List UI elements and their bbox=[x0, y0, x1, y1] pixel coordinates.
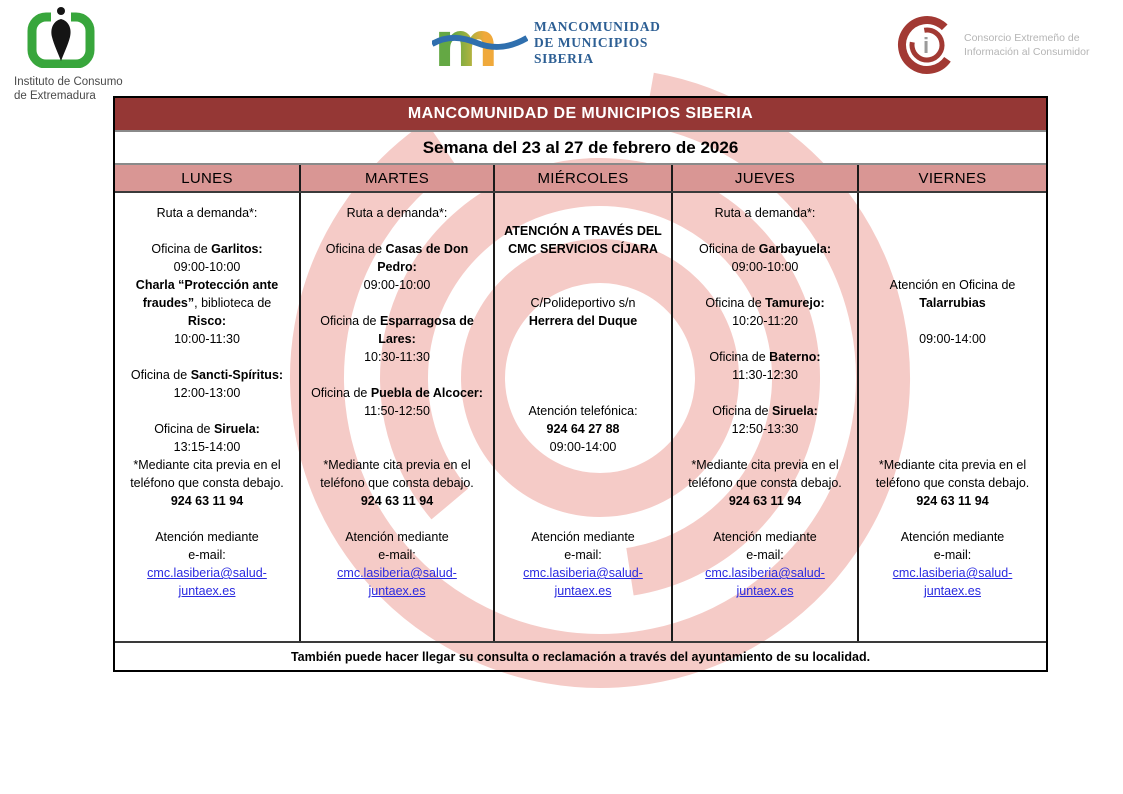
schedule-line bbox=[673, 420, 857, 438]
blank-line bbox=[495, 258, 671, 276]
blank-line bbox=[495, 456, 671, 474]
schedule-line bbox=[115, 276, 299, 294]
text-segment: ATENCIÓN A TRAVÉS DEL bbox=[504, 224, 662, 238]
schedule-line bbox=[673, 492, 857, 510]
text-segment: Ruta a demanda*: bbox=[714, 206, 816, 220]
blank-line bbox=[301, 222, 493, 240]
text-segment: Lares: bbox=[378, 332, 416, 346]
text-segment: Siruela: bbox=[213, 422, 260, 436]
text-segment: 09:00-14:00 bbox=[919, 332, 986, 346]
blank-line bbox=[673, 222, 857, 240]
table-title-bar: MANCOMUNIDAD DE MUNICIPIOS SIBERIA bbox=[115, 98, 1046, 132]
schedule-line bbox=[673, 348, 857, 366]
blank-line bbox=[115, 222, 299, 240]
blank-line bbox=[859, 510, 1046, 528]
text-segment: Herrera del Duque bbox=[528, 314, 638, 328]
instituto-consumo-logo bbox=[14, 6, 154, 103]
text-segment: CMC SERVICIOS CÍJARA bbox=[508, 242, 658, 256]
text-segment: Garlitos: bbox=[211, 242, 263, 256]
email-link[interactable]: cmc.lasiberia@salud- bbox=[147, 566, 267, 580]
blank-line bbox=[859, 240, 1046, 258]
text-segment: 10:30-11:30 bbox=[364, 350, 430, 364]
blank-line bbox=[673, 330, 857, 348]
schedule-line bbox=[495, 420, 671, 438]
text-segment: e-mail: bbox=[188, 548, 226, 562]
blank-line bbox=[495, 510, 671, 528]
schedule-column-martes bbox=[301, 193, 495, 641]
blank-line bbox=[495, 492, 671, 510]
text-segment: Oficina de bbox=[698, 242, 759, 256]
text-segment: Oficina de bbox=[325, 242, 386, 256]
schedule-line bbox=[495, 546, 671, 564]
schedule-column-viernes bbox=[859, 193, 1046, 641]
text-segment: 12:00-13:00 bbox=[173, 386, 241, 400]
schedule-content-row bbox=[115, 193, 1046, 641]
schedule-line bbox=[673, 240, 857, 258]
schedule-line bbox=[301, 258, 493, 276]
center-logo-text-line2: DE MUNICIPIOS bbox=[534, 35, 648, 50]
schedule-line bbox=[859, 294, 1046, 312]
email-link[interactable]: juntaex.es bbox=[924, 584, 981, 598]
blank-line bbox=[495, 366, 671, 384]
schedule-line bbox=[673, 294, 857, 312]
svg-text:i: i bbox=[923, 33, 930, 58]
schedule-line bbox=[673, 474, 857, 492]
text-segment: Pedro: bbox=[377, 260, 417, 274]
email-link[interactable]: juntaex.es bbox=[178, 584, 236, 598]
schedule-line bbox=[115, 492, 299, 510]
schedule-line bbox=[301, 546, 493, 564]
text-segment: Ruta a demanda*: bbox=[156, 206, 258, 220]
text-segment: 10:20-11:20 bbox=[732, 314, 798, 328]
text-segment: fraudes” bbox=[142, 296, 195, 310]
schedule-line bbox=[115, 420, 299, 438]
schedule-line bbox=[301, 348, 493, 366]
text-segment: Risco: bbox=[187, 314, 227, 328]
blank-line bbox=[859, 312, 1046, 330]
schedule-line bbox=[301, 492, 493, 510]
consorcio-icon bbox=[896, 12, 962, 78]
schedule-line bbox=[859, 582, 1046, 600]
table-footer-note: También puede hacer llegar su consulta o reclamación a través del ayuntamiento de su localidad. bbox=[115, 641, 1046, 670]
blank-line bbox=[301, 420, 493, 438]
schedule-line bbox=[495, 402, 671, 420]
schedule-line bbox=[673, 258, 857, 276]
schedule-line bbox=[673, 402, 857, 420]
schedule-line bbox=[495, 222, 671, 240]
schedule-line bbox=[859, 546, 1046, 564]
mancomunidad-m-icon bbox=[432, 14, 528, 72]
week-subtitle: Semana del 23 al 27 de febrero de 2026 bbox=[115, 132, 1046, 165]
schedule-line bbox=[115, 330, 299, 348]
text-segment: Atención mediante bbox=[713, 530, 817, 544]
schedule-line bbox=[301, 474, 493, 492]
schedule-line bbox=[859, 492, 1046, 510]
schedule-line bbox=[859, 330, 1046, 348]
right-logo-text-line2: Información al Consumidor bbox=[964, 46, 1090, 58]
center-logo-text-line1: MANCOMUNIDAD bbox=[534, 19, 661, 34]
email-link[interactable]: cmc.lasiberia@salud- bbox=[705, 566, 825, 580]
center-logo-text-line3: SIBERIA bbox=[534, 51, 594, 66]
schedule-line bbox=[859, 564, 1046, 582]
schedule-line bbox=[495, 564, 671, 582]
blank-line bbox=[495, 348, 671, 366]
text-segment: Atención mediante bbox=[900, 530, 1005, 544]
text-segment: Garbayuela: bbox=[758, 242, 832, 256]
schedule-column-miercoles bbox=[495, 193, 673, 641]
schedule-line bbox=[673, 582, 857, 600]
text-segment: Baterno: bbox=[769, 350, 821, 364]
text-segment: teléfono que consta debajo. bbox=[320, 476, 474, 490]
blank-line bbox=[495, 384, 671, 402]
blank-line bbox=[301, 366, 493, 384]
schedule-line bbox=[301, 384, 493, 402]
blank-line bbox=[673, 438, 857, 456]
email-link[interactable]: cmc.lasiberia@salud- bbox=[523, 566, 643, 580]
blank-line bbox=[859, 204, 1046, 222]
text-segment: Atención telefónica: bbox=[528, 404, 638, 418]
text-segment: 11:50-12:50 bbox=[364, 404, 430, 418]
text-segment: Oficina de bbox=[320, 314, 380, 328]
text-segment: Oficina de bbox=[709, 350, 770, 364]
email-link[interactable]: juntaex.es bbox=[736, 584, 794, 598]
day-header-miercoles: MIÉRCOLES bbox=[495, 165, 673, 191]
schedule-line bbox=[673, 564, 857, 582]
text-segment: Atención mediante bbox=[155, 530, 259, 544]
text-segment: 12:50-13:30 bbox=[731, 422, 799, 436]
schedule-line bbox=[859, 456, 1046, 474]
text-segment: 924 63 11 94 bbox=[170, 494, 244, 508]
schedule-line bbox=[301, 276, 493, 294]
blank-line bbox=[859, 366, 1046, 384]
blank-line bbox=[115, 402, 299, 420]
schedule-line bbox=[115, 384, 299, 402]
consorcio-logo bbox=[896, 12, 1089, 78]
email-link[interactable]: cmc.lasiberia@salud- bbox=[337, 566, 457, 580]
schedule-line bbox=[115, 258, 299, 276]
blank-line bbox=[115, 348, 299, 366]
schedule-line bbox=[495, 294, 671, 312]
text-segment: 11:30-12:30 bbox=[732, 368, 798, 382]
text-segment: C/Polideportivo s/n bbox=[530, 296, 636, 310]
blank-line bbox=[859, 348, 1046, 366]
instituto-consumo-icon bbox=[24, 6, 98, 68]
schedule-line bbox=[115, 294, 299, 312]
text-segment: Oficina de bbox=[712, 404, 772, 418]
schedule-line bbox=[859, 276, 1046, 294]
schedule-line bbox=[301, 582, 493, 600]
text-segment: Tamurejo: bbox=[765, 296, 825, 310]
text-segment: Oficina de bbox=[154, 422, 214, 436]
text-segment: 09:00-14:00 bbox=[549, 440, 617, 454]
schedule-line bbox=[673, 546, 857, 564]
schedule-line bbox=[495, 582, 671, 600]
blank-line bbox=[495, 474, 671, 492]
schedule-line bbox=[859, 528, 1046, 546]
text-segment: Siruela: bbox=[771, 404, 818, 418]
schedule-line bbox=[673, 456, 857, 474]
blank-line bbox=[859, 402, 1046, 420]
schedule-column-jueves bbox=[673, 193, 859, 641]
text-segment: *Mediante cita previa en el bbox=[691, 458, 839, 472]
text-segment: 924 64 27 88 bbox=[546, 422, 620, 436]
schedule-table bbox=[113, 96, 1048, 672]
schedule-line bbox=[115, 582, 299, 600]
text-segment: Atención en Oficina de bbox=[889, 278, 1016, 292]
right-logo-text-line1: Consorcio Extremeño de bbox=[964, 32, 1080, 44]
text-segment: Talarrubias bbox=[919, 296, 986, 310]
text-segment: 13:15-14:00 bbox=[173, 440, 241, 454]
text-segment: *Mediante cita previa en el bbox=[133, 458, 281, 472]
text-segment: Sancti-Spíritus: bbox=[190, 368, 284, 382]
text-segment: 924 63 11 94 bbox=[916, 494, 989, 508]
email-link[interactable]: juntaex.es bbox=[368, 584, 426, 598]
blank-line bbox=[673, 510, 857, 528]
text-segment: , biblioteca de bbox=[194, 296, 272, 310]
schedule-line bbox=[673, 528, 857, 546]
blank-line bbox=[859, 384, 1046, 402]
schedule-line bbox=[301, 564, 493, 582]
schedule-line bbox=[115, 564, 299, 582]
text-segment: Atención mediante bbox=[531, 530, 635, 544]
schedule-line bbox=[115, 546, 299, 564]
text-segment: e-mail: bbox=[933, 548, 972, 562]
left-logo-text-line1: Instituto de Consumo bbox=[14, 76, 123, 88]
schedule-line bbox=[673, 366, 857, 384]
left-logo-text-line2: de Extremadura bbox=[14, 90, 96, 102]
schedule-line bbox=[301, 402, 493, 420]
blank-line bbox=[495, 204, 671, 222]
day-header-row bbox=[115, 165, 1046, 193]
blank-line bbox=[301, 510, 493, 528]
blank-line bbox=[495, 330, 671, 348]
schedule-line bbox=[115, 456, 299, 474]
text-segment: 10:00-11:30 bbox=[174, 332, 240, 346]
blank-line bbox=[859, 420, 1046, 438]
svg-text:m: m bbox=[434, 14, 499, 72]
blank-line bbox=[301, 294, 493, 312]
blank-line bbox=[859, 258, 1046, 276]
schedule-line bbox=[673, 204, 857, 222]
schedule-line bbox=[301, 204, 493, 222]
text-segment: 09:00-10:00 bbox=[363, 278, 431, 292]
mancomunidad-logo bbox=[432, 14, 660, 72]
text-segment: Esparragosa de bbox=[379, 314, 474, 328]
schedule-line bbox=[115, 204, 299, 222]
schedule-line bbox=[301, 312, 493, 330]
blank-line bbox=[301, 438, 493, 456]
text-segment: Oficina de bbox=[311, 386, 371, 400]
schedule-line bbox=[859, 474, 1046, 492]
schedule-line bbox=[115, 528, 299, 546]
schedule-line bbox=[115, 438, 299, 456]
schedule-line bbox=[301, 528, 493, 546]
text-segment: teléfono que consta debajo. bbox=[688, 476, 842, 490]
text-segment: teléfono que consta debajo. bbox=[130, 476, 284, 490]
schedule-line bbox=[301, 330, 493, 348]
text-segment: *Mediante cita previa en el bbox=[323, 458, 471, 472]
text-segment: Oficina de bbox=[130, 368, 191, 382]
text-segment: Atención mediante bbox=[345, 530, 449, 544]
text-segment: Puebla de Alcocer: bbox=[370, 386, 483, 400]
day-header-jueves: JUEVES bbox=[673, 165, 859, 191]
blank-line bbox=[859, 438, 1046, 456]
email-link[interactable]: cmc.lasiberia@salud- bbox=[892, 566, 1013, 580]
schedule-line bbox=[673, 312, 857, 330]
text-segment: 09:00-10:00 bbox=[731, 260, 799, 274]
schedule-line bbox=[495, 528, 671, 546]
text-segment: e-mail: bbox=[564, 548, 602, 562]
text-segment: 924 63 11 94 bbox=[360, 494, 434, 508]
text-segment: Ruta a demanda*: bbox=[346, 206, 448, 220]
schedule-line bbox=[301, 240, 493, 258]
schedule-line bbox=[301, 456, 493, 474]
schedule-line bbox=[495, 240, 671, 258]
schedule-line bbox=[115, 240, 299, 258]
blank-line bbox=[115, 510, 299, 528]
blank-line bbox=[673, 384, 857, 402]
schedule-line bbox=[495, 438, 671, 456]
text-segment: 09:00-10:00 bbox=[173, 260, 241, 274]
blank-line bbox=[859, 222, 1046, 240]
day-header-martes: MARTES bbox=[301, 165, 495, 191]
text-segment: e-mail: bbox=[746, 548, 784, 562]
text-segment: teléfono que consta debajo. bbox=[875, 476, 1030, 490]
text-segment: Oficina de bbox=[151, 242, 212, 256]
text-segment: e-mail: bbox=[378, 548, 416, 562]
schedule-line bbox=[115, 312, 299, 330]
text-segment: Casas de Don bbox=[385, 242, 469, 256]
text-segment: Charla “Protección ante bbox=[135, 278, 279, 292]
text-segment: *Mediante cita previa en el bbox=[878, 458, 1027, 472]
text-segment: 924 63 11 94 bbox=[728, 494, 802, 508]
schedule-line bbox=[115, 474, 299, 492]
day-header-lunes: LUNES bbox=[115, 165, 301, 191]
schedule-column-lunes bbox=[115, 193, 301, 641]
schedule-line bbox=[115, 366, 299, 384]
schedule-line bbox=[495, 312, 671, 330]
text-segment: Oficina de bbox=[705, 296, 766, 310]
blank-line bbox=[673, 276, 857, 294]
blank-line bbox=[495, 276, 671, 294]
email-link[interactable]: juntaex.es bbox=[554, 584, 612, 598]
day-header-viernes: VIERNES bbox=[918, 169, 987, 187]
